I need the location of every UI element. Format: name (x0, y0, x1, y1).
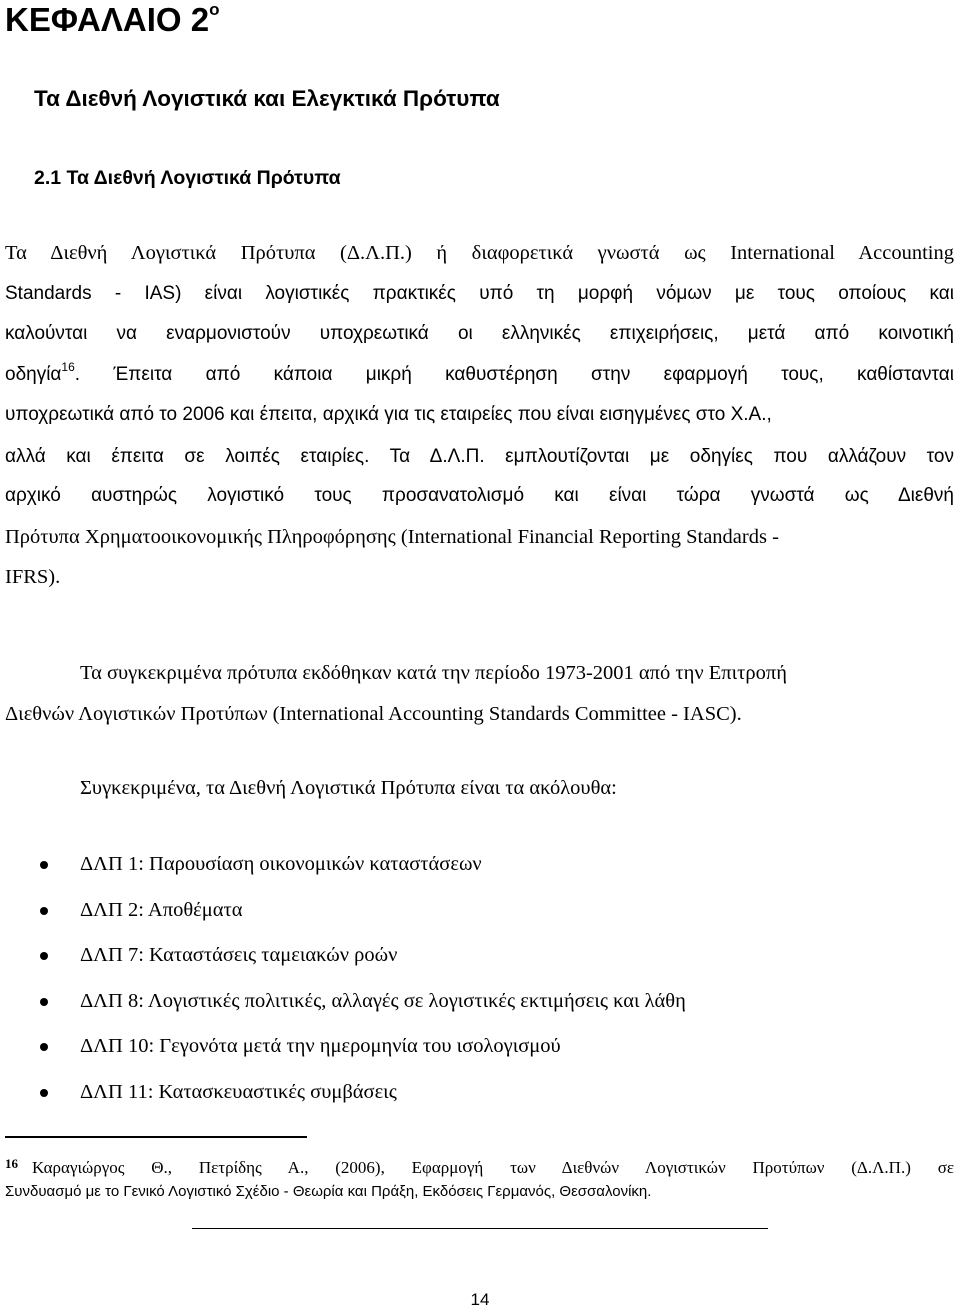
footnote-number: 16 (5, 1156, 18, 1171)
bullet-icon (40, 952, 48, 960)
paragraph-intro (5, 233, 954, 598)
chapter-superscript: ο (209, 0, 220, 19)
line-text: οδηγία (5, 363, 62, 385)
paragraph-line: Διεθνών Λογιστικών Προτύπων (International Accounting Standards Committee - IASC). (5, 702, 742, 725)
paragraph-line: IFRS). (5, 566, 61, 588)
paragraph-line: Standards - IAS) είναι λογιστικές πρακτικές υπό τη μορφή νόμων με τους οποίους και (5, 282, 954, 304)
list-item-text: ΔΛΠ 2: Αποθέματα (80, 898, 243, 921)
paragraph-list-intro (80, 768, 780, 809)
paragraph-line: Πρότυπα Χρηματοοικονομικής Πληροφόρησης (International Financial Reporting Standards - (5, 525, 779, 548)
bullet-icon (40, 998, 48, 1006)
paragraph-line: Τα συγκεκριμένα πρότυπα εκδόθηκαν κατά την περίοδο 1973-2001 από την Επιτροπή (80, 662, 787, 684)
subsection-title: 2.1 Τα Διεθνή Λογιστικά Πρότυπα (34, 167, 341, 189)
paragraph-line (5, 436, 954, 477)
paragraph-line: καλούνται να εναρμονιστούν υποχρεωτικά οι ελληνικές επιχειρήσεις, μετά από κοινοτική (5, 323, 954, 344)
paragraph-line: Συγκεκριμένα, τα Διεθνή Λογιστικά Πρότυπα είναι τα ακόλουθα: (80, 777, 617, 799)
paragraph-line: υποχρεωτικά από το 2006 και έπειτα, αρχικά για τις εταιρείες που είναι εισηγμένες στο Χ.Α., (5, 404, 772, 425)
paragraph-history (5, 653, 954, 734)
line-text: αλλά και έπειτα σε λοιπές εταιρίες. Τα Δ.Λ.Π. (5, 445, 485, 467)
footnote-separator (5, 1136, 307, 1138)
line-text: . Έπειτα από κάποια μικρή καθυστέρηση στην εφαρμογή τους, καθίστανται (74, 363, 954, 385)
bullet-icon (40, 907, 48, 915)
paragraph-line: Τα Διεθνή Λογιστικά Πρότυπα (Δ.Λ.Π.) ή διαφορετικά γνωστά ως International Accounting (5, 242, 954, 264)
footnote-line (5, 1150, 954, 1178)
chapter-heading (5, 0, 219, 40)
chapter-label: ΚΕΦΑΛΑΙΟ 2 (5, 1, 210, 38)
paragraph-line (5, 355, 954, 396)
page-number: 14 (470, 1290, 490, 1309)
paragraph-line: αρχικό αυστηρώς λογιστικό τους προσανατολισμό και είναι τώρα γνωστά ως Διεθνή (5, 485, 954, 506)
list-item-text: ΔΛΠ 7: Καταστάσεις ταμειακών ροών (80, 944, 398, 966)
footnote (5, 1150, 954, 1206)
page-footer-rule (192, 1228, 768, 1229)
list-item-text: ΔΛΠ 10: Γεγονότα μετά την ημερομηνία του ισολογισμού (80, 1035, 561, 1057)
bullet-icon (40, 1089, 48, 1097)
list-item-text: ΔΛΠ 8: Λογιστικές πολιτικές, αλλαγές σε λογιστικές εκτιμήσεις και λάθη (80, 989, 686, 1012)
footnote-reference: 16 (61, 359, 75, 374)
list-item-text: ΔΛΠ 11: Κατασκευαστικές συμβάσεις (80, 1080, 397, 1103)
footnote-text: Καραγιώργος Θ., Πετρίδης Α., (2006), Εφαρμογή των Διεθνών Λογιστικών Προτύπων (Δ.Λ.Π.) σε (32, 1158, 954, 1177)
bullet-icon (40, 861, 48, 869)
list-item-text: ΔΛΠ 1: Παρουσίαση οικονομικών καταστάσεων (80, 853, 482, 875)
bullet-icon (40, 1043, 48, 1051)
line-text: εμπλουτίζονται με οδηγίες που αλλάζουν τον (484, 445, 954, 467)
section-title: Τα Διεθνή Λογιστικά και Ελεγκτικά Πρότυπα (34, 86, 500, 111)
footnote-line: Συνδυασμό με το Γενικό Λογιστικό Σχέδιο - Θεωρία και Πράξη, Εκδόσεις Γερμανός, Θεσσαλονίκη. (5, 1183, 652, 1200)
